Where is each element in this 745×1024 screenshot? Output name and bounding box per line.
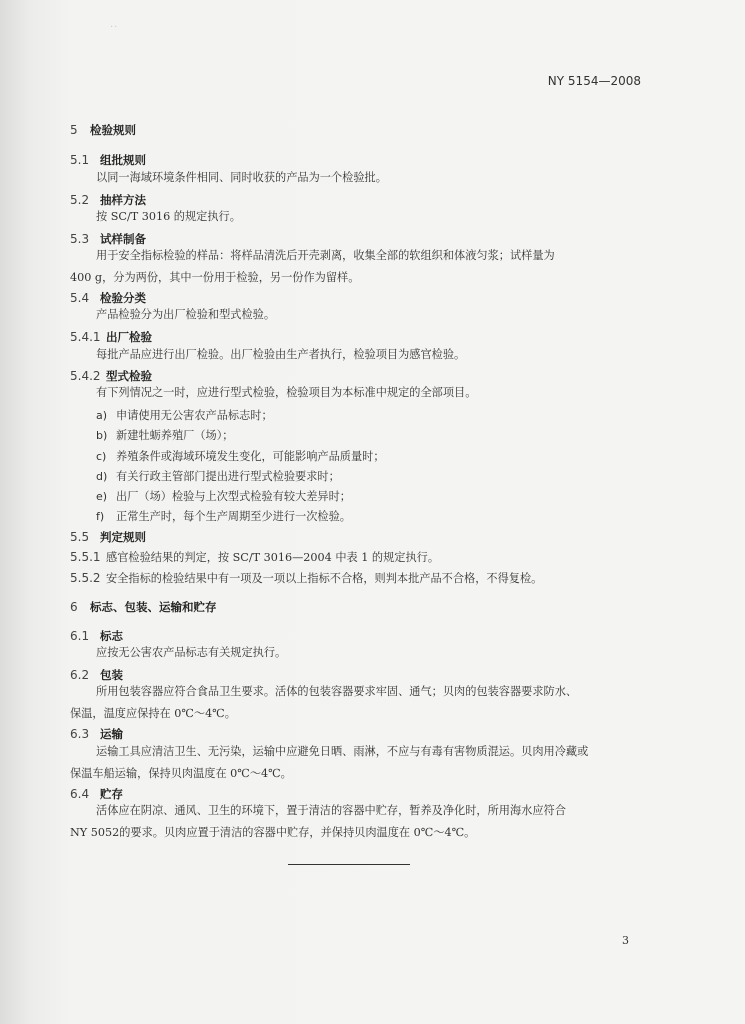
section-5-5-heading: 5.5 判定规则 [70, 530, 146, 544]
section-5-4-text: 产品检验分为出厂检验和型式检验。 [96, 308, 276, 321]
section-5-5-1: 5.5.1 感官检验结果的判定，按 SC/T 3016—2004 中表 1 的规定执行。 [70, 550, 440, 564]
section-5-4-heading: 5.4 检验分类 [70, 291, 146, 305]
section-5-2-heading: 5.2 抽样方法 [70, 193, 146, 207]
section-5-5-2: 5.5.2 安全指标的检验结果中有一项及一项以上指标不合格，则判本批产品不合格，不得复检。 [70, 571, 543, 585]
section-5-4-2-heading: 5.4.2 型式检验 [70, 369, 152, 383]
list-item: e) 出厂（场）检验与上次型式检验有较大差异时； [96, 490, 351, 503]
scan-artifact: ·· [110, 22, 119, 33]
list-item: a) 申请使用无公害农产品标志时； [96, 409, 273, 422]
list-item: c) 养殖条件或海域环境发生变化，可能影响产品质量时； [96, 450, 385, 463]
document-number: NY 5154—2008 [547, 74, 641, 88]
section-6-4-text-line2: NY 5052的要求。贝肉应置于清洁的容器中贮存，并保持贝肉温度在 0℃～4℃。 [70, 826, 476, 839]
section-5-3-heading: 5.3 试样制备 [70, 232, 146, 246]
section-5-1-text: 以同一海域环境条件相同、同时收获的产品为一个检验批。 [96, 171, 387, 184]
page-number: 3 [622, 934, 629, 947]
section-5-heading: 5 检验规则 [70, 123, 136, 137]
list-item: d) 有关行政主管部门提出进行型式检验要求时； [96, 470, 340, 483]
section-6-1-text: 应按无公害农产品标志有关规定执行。 [96, 646, 287, 659]
section-5-3-text-line1: 用于安全指标检验的样品：将样品清洗后开壳剥离，收集全部的软组织和体液匀浆；试样量为 [96, 249, 555, 262]
section-6-1-heading: 6.1 标志 [70, 629, 123, 643]
section-6-3-text-line1: 运输工具应清洁卫生、无污染，运输中应避免日晒、雨淋，不应与有毒有害物质混运。贝肉用冷藏或 [96, 745, 589, 758]
section-5-3-text-line2: 400 g，分为两份，其中一份用于检验，另一份作为留样。 [70, 271, 360, 284]
list-item: f) 正常生产时，每个生产周期至少进行一次检验。 [96, 510, 351, 523]
section-6-4-text-line1: 活体应在阴凉、通风、卫生的环境下，置于清洁的容器中贮存，暂养及净化时，所用海水应符合 [96, 804, 566, 817]
section-6-2-text-line1: 所用包装容器应符合食品卫生要求。活体的包装容器要求牢固、通气；贝肉的包装容器要求防水、 [96, 685, 578, 698]
section-5-1-heading: 5.1 组批规则 [70, 153, 146, 167]
section-6-3-text-line2: 保温车船运输，保持贝肉温度在 0℃～4℃。 [70, 767, 292, 780]
section-5-2-text: 按 SC/T 3016 的规定执行。 [96, 210, 241, 223]
section-6-3-heading: 6.3 运输 [70, 727, 123, 741]
list-item: b) 新建牡蛎养殖厂（场）； [96, 429, 234, 442]
section-6-4-heading: 6.4 贮存 [70, 787, 123, 801]
section-5-4-1-text: 每批产品应进行出厂检验。出厂检验由生产者执行，检验项目为感官检验。 [96, 348, 466, 361]
section-6-heading: 6 标志、包装、运输和贮存 [70, 600, 217, 614]
section-5-4-2-text: 有下列情况之一时，应进行型式检验，检验项目为本标准中规定的全部项目。 [96, 386, 477, 399]
section-5-4-1-heading: 5.4.1 出厂检验 [70, 330, 152, 344]
section-6-2-heading: 6.2 包装 [70, 668, 123, 682]
section-6-2-text-line2: 保温，温度应保持在 0℃～4℃。 [70, 707, 236, 720]
end-rule [288, 864, 410, 865]
